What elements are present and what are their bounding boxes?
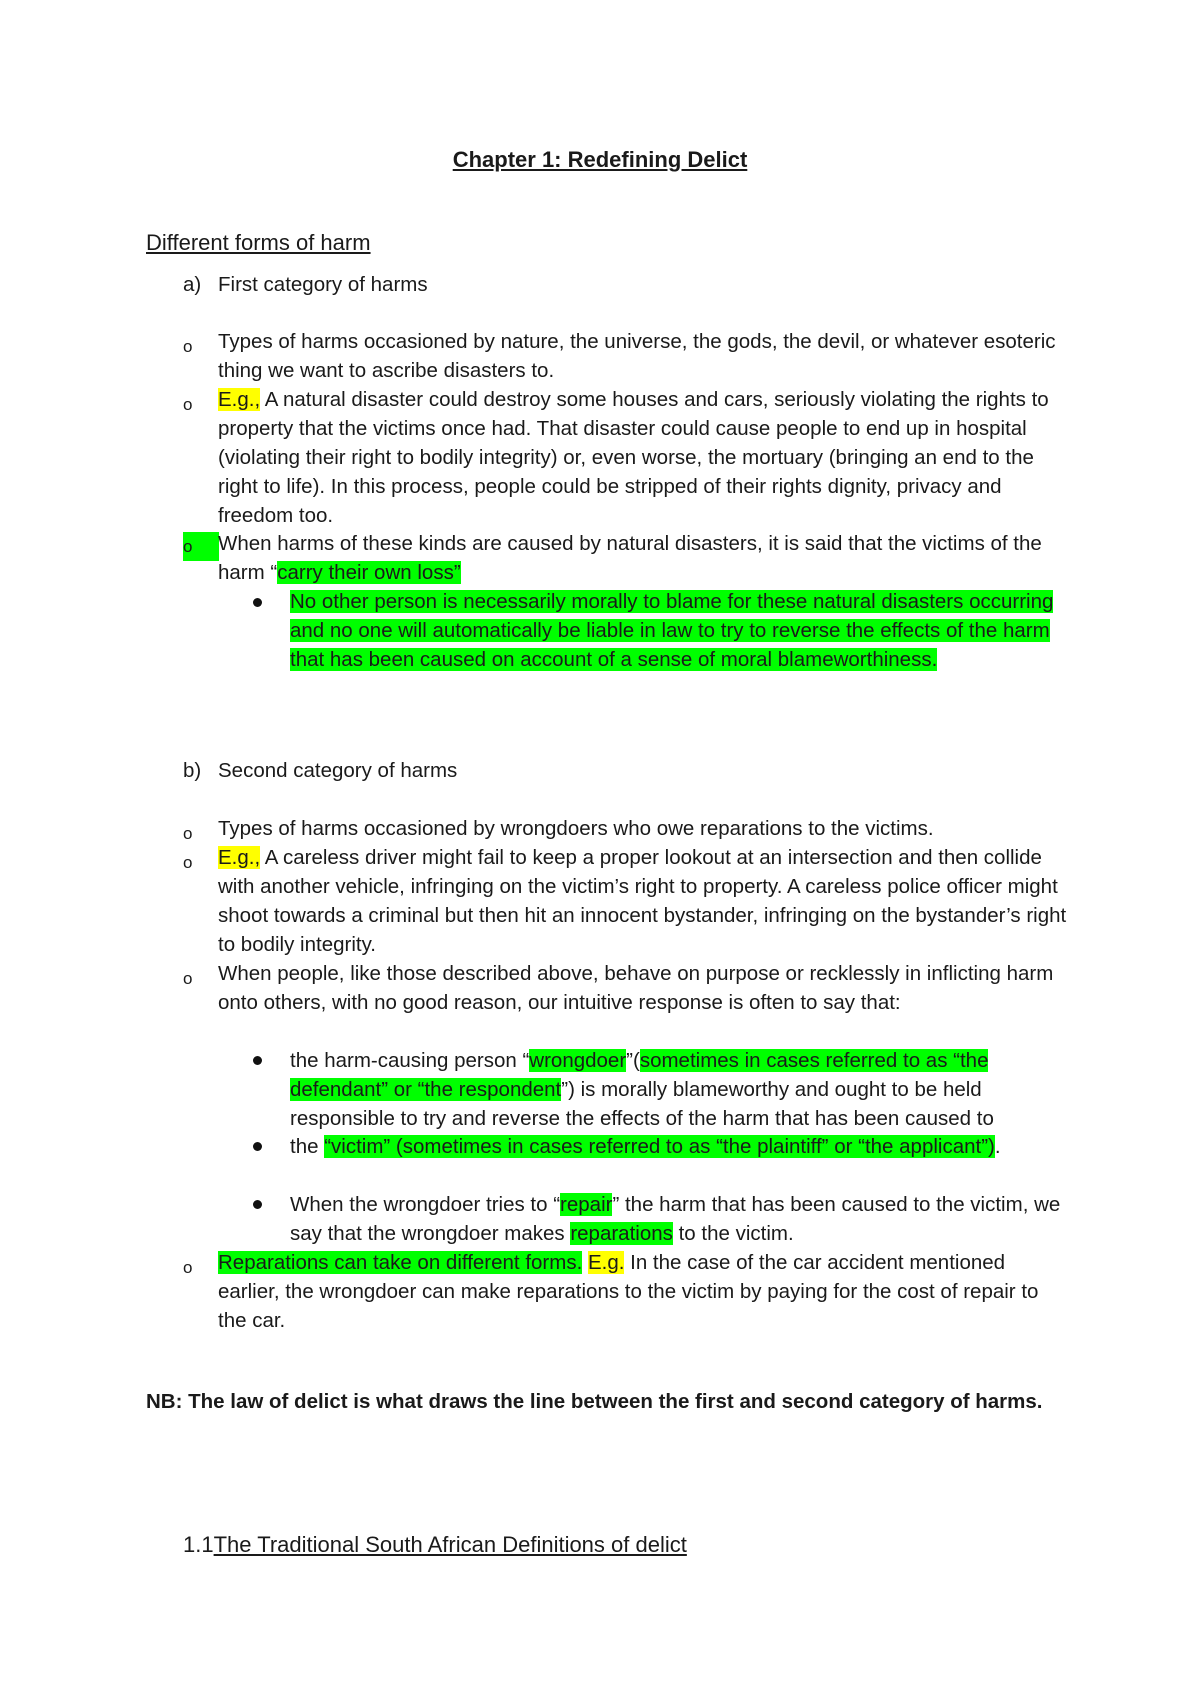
- bullet-dot-icon: [253, 598, 262, 607]
- bullet-dot-icon: [253, 1200, 262, 1209]
- sub-list-item: [290, 1132, 1070, 1161]
- item-text: the harm-causing person “: [290, 1049, 530, 1072]
- list-item: [218, 1248, 1068, 1335]
- circle-bullet-icon: o: [183, 824, 193, 843]
- eg-highlight: E.g.: [587, 1251, 625, 1274]
- list-item: Types of harms occasioned by nature, the universe, the gods, the devil, or whatever esoteric thing we want to ascribe disasters to.: [218, 330, 1056, 382]
- key-phrase-highlight: “victim” (sometimes in cases referred to as “the plaintiff” or “the applicant”): [324, 1135, 995, 1158]
- list-item: [218, 529, 1068, 587]
- sub-list-item: [290, 1046, 1070, 1133]
- key-phrase-highlight: Reparations can take on different forms.: [218, 1251, 583, 1274]
- bullet-dot-icon: [253, 1056, 262, 1065]
- item-text: ”(: [626, 1049, 640, 1072]
- circle-bullet-icon: o: [183, 1258, 193, 1277]
- item-text: When the wrongdoer tries to “: [290, 1193, 561, 1216]
- item-text: .: [994, 1135, 1001, 1158]
- nb-note: NB: The law of delict is what draws the line between the first and second category of harms.: [146, 1390, 1043, 1413]
- circle-bullet-icon: o: [183, 337, 193, 356]
- item-text: A natural disaster could destroy some houses and cars, seriously violating the rights to property that the victims once had. That disaster could cause people to end up in hospital (violating their right to bodily integrity) or, even worse, the mortuary (bringing an end to the right to life). In this process, people could be stripped of their rights dignity, privacy and freedom too.: [218, 388, 1049, 527]
- page-title: Chapter 1: Redefining Delict: [452, 147, 748, 172]
- key-phrase-highlight: repair: [560, 1193, 613, 1216]
- circle-bullet-icon: o: [183, 853, 193, 872]
- item-text: to the victim.: [672, 1222, 794, 1245]
- item-text: the: [290, 1135, 325, 1158]
- key-phrase-highlight: wrongdoer: [529, 1049, 627, 1072]
- item-text: ” the harm that has been caused to the victim, we say that the wrongdoer makes: [290, 1193, 1061, 1245]
- item-text: When harms of these kinds are caused by natural disasters, it is said that the victims of the harm “: [218, 532, 1042, 584]
- item-text: In the case of the car accident mentioned earlier, the wrongdoer can make reparations to the victim by paying for the cost of repair to the car.: [218, 1251, 1039, 1332]
- eg-highlight: E.g.,: [218, 388, 261, 411]
- item-text: ”) is morally blameworthy and ought to be held responsible to try and reverse the effects of the harm that has been caused to: [290, 1078, 994, 1130]
- category-b-marker: b): [183, 759, 202, 782]
- list-item: Types of harms occasioned by wrongdoers who owe reparations to the victims.: [218, 817, 934, 840]
- list-item: [218, 385, 1068, 530]
- category-b-label: Second category of harms: [218, 759, 458, 782]
- subsection-title: The Traditional South African Definitions of delict: [213, 1532, 687, 1557]
- item-text: A careless driver might fail to keep a proper lookout at an intersection and then collide with another vehicle, infringing on the victim’s right to property. A careless police officer might shoot towards a criminal but then hit an innocent bystander, infringing on the bystander’s right to bodily integrity.: [218, 846, 1067, 956]
- section-heading: Different forms of harm: [146, 230, 371, 255]
- key-phrase-highlight: No other person is necessarily morally to blame for these natural disasters occurring and no one will automatically be liable in law to try to reverse the effects of the harm that has been caused on account of a sense of moral blameworthiness.: [290, 590, 1054, 671]
- key-phrase-highlight: reparations: [570, 1222, 673, 1245]
- bullet-dot-icon: [253, 1142, 262, 1151]
- sub-list-item: [290, 587, 1070, 674]
- list-item: When people, like those described above, behave on purpose or recklessly in inflicting harm onto others, with no good reason, our intuitive response is often to say that:: [218, 962, 1054, 1014]
- category-a-marker: a): [183, 273, 202, 296]
- eg-highlight: E.g.,: [218, 846, 261, 869]
- category-a-label: First category of harms: [218, 273, 428, 296]
- circle-bullet-icon: o: [183, 532, 219, 561]
- subsection-heading: [183, 1530, 687, 1560]
- list-item: [218, 843, 1068, 959]
- circle-bullet-icon: o: [183, 969, 193, 988]
- circle-bullet-icon: o: [183, 395, 193, 414]
- key-phrase-highlight: sometimes in cases referred to as “the defendant” or “the respondent: [290, 1049, 989, 1101]
- key-phrase-highlight: carry their own loss”: [277, 561, 461, 584]
- sub-list-item: [290, 1190, 1070, 1248]
- subsection-number: 1.1: [183, 1532, 214, 1557]
